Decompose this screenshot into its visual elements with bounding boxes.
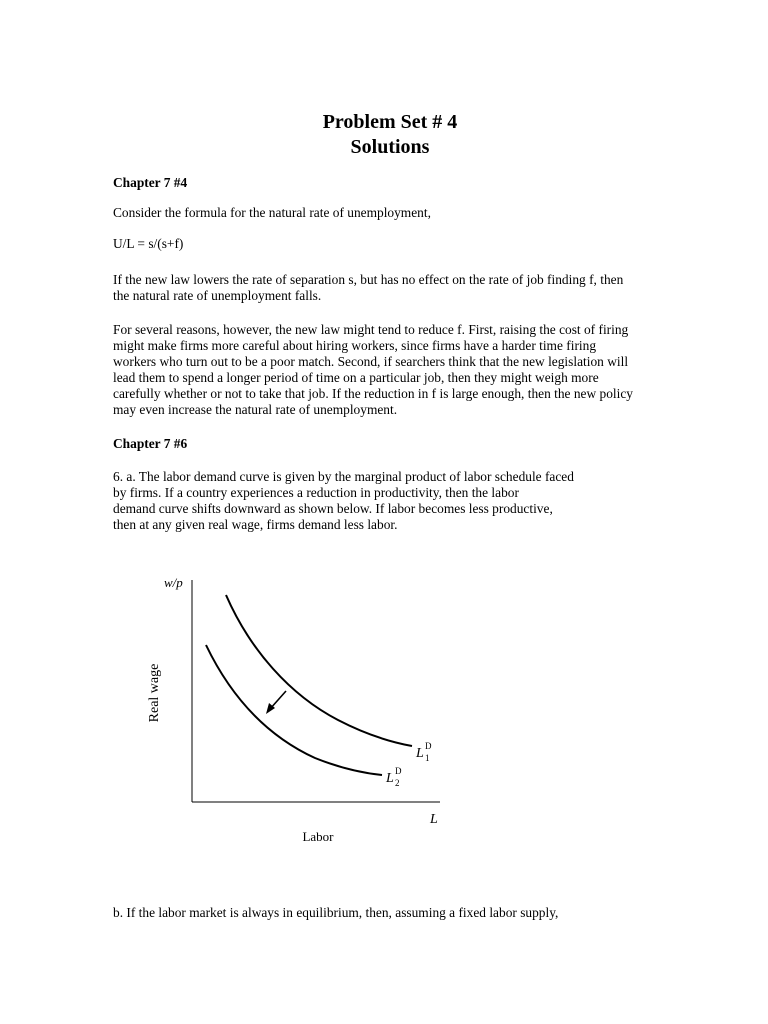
section-heading: Chapter 7 #6 bbox=[113, 436, 188, 451]
paragraph-line: then at any given real wage, firms demand less labor. bbox=[113, 517, 398, 532]
paragraph-line: 6. a. The labor demand curve is given by the marginal product of labor schedule faced bbox=[113, 469, 574, 484]
labor-demand-figure bbox=[140, 565, 460, 855]
paragraph-line: the natural rate of unemployment falls. bbox=[113, 288, 322, 303]
paragraph-line: If the new law lowers the rate of separation s, but has no effect on the rate of job finding f, then bbox=[113, 272, 624, 287]
curve-1-superscript: D bbox=[425, 741, 432, 751]
curve-2-superscript: D bbox=[395, 766, 402, 776]
formula-line: U/L = s/(s+f) bbox=[113, 236, 184, 251]
paragraph-line: Consider the formula for the natural rate of unemployment, bbox=[113, 205, 431, 220]
paragraph-line: carefully whether or not to take that job. If the reduction in f is large enough, then the new policy bbox=[113, 386, 633, 401]
paragraph-line: may even increase the natural rate of unemployment. bbox=[113, 402, 398, 417]
paragraph-line: by firms. If a country experiences a reduction in productivity, then the labor bbox=[113, 485, 519, 500]
y-axis-symbol: w/p bbox=[164, 575, 183, 590]
curve-2-label bbox=[385, 771, 394, 786]
paragraph-line: demand curve shifts downward as shown below. If labor becomes less productive, bbox=[113, 501, 553, 516]
title-block bbox=[0, 110, 768, 160]
labor-demand-curve-1 bbox=[226, 595, 412, 746]
paragraph-line: lead them to spend a longer period of time on a particular job, then they might weigh more bbox=[113, 370, 599, 385]
curve-1-subscript: 1 bbox=[425, 753, 430, 763]
paragraph-line: might make firms more careful about hiring workers, since firms have a harder time firing bbox=[113, 338, 597, 353]
curve-1-label bbox=[415, 746, 424, 761]
labor-demand-diagram bbox=[140, 565, 460, 855]
paragraph-line: For several reasons, however, the new law might tend to reduce f. First, raising the cost of firing bbox=[113, 322, 629, 337]
document-subtitle: Solutions bbox=[350, 136, 430, 158]
curve-2-subscript: 2 bbox=[395, 778, 400, 788]
section-heading: Chapter 7 #4 bbox=[113, 175, 188, 190]
x-axis-label: Labor bbox=[302, 829, 334, 844]
curve-1-base: L bbox=[416, 746, 424, 761]
x-axis-symbol: L bbox=[430, 812, 438, 827]
curve-2-base: L bbox=[386, 771, 394, 786]
y-axis-label: Real wage bbox=[147, 663, 162, 723]
document-title: Problem Set # 4 bbox=[322, 111, 458, 133]
paragraph-line: workers who turn out to be a poor match. Second, if searchers think that the new legislation will bbox=[113, 354, 629, 369]
paragraph-line: b. If the labor market is always in equilibrium, then, assuming a fixed labor supply, bbox=[113, 905, 559, 920]
labor-demand-curve-2 bbox=[206, 645, 382, 775]
